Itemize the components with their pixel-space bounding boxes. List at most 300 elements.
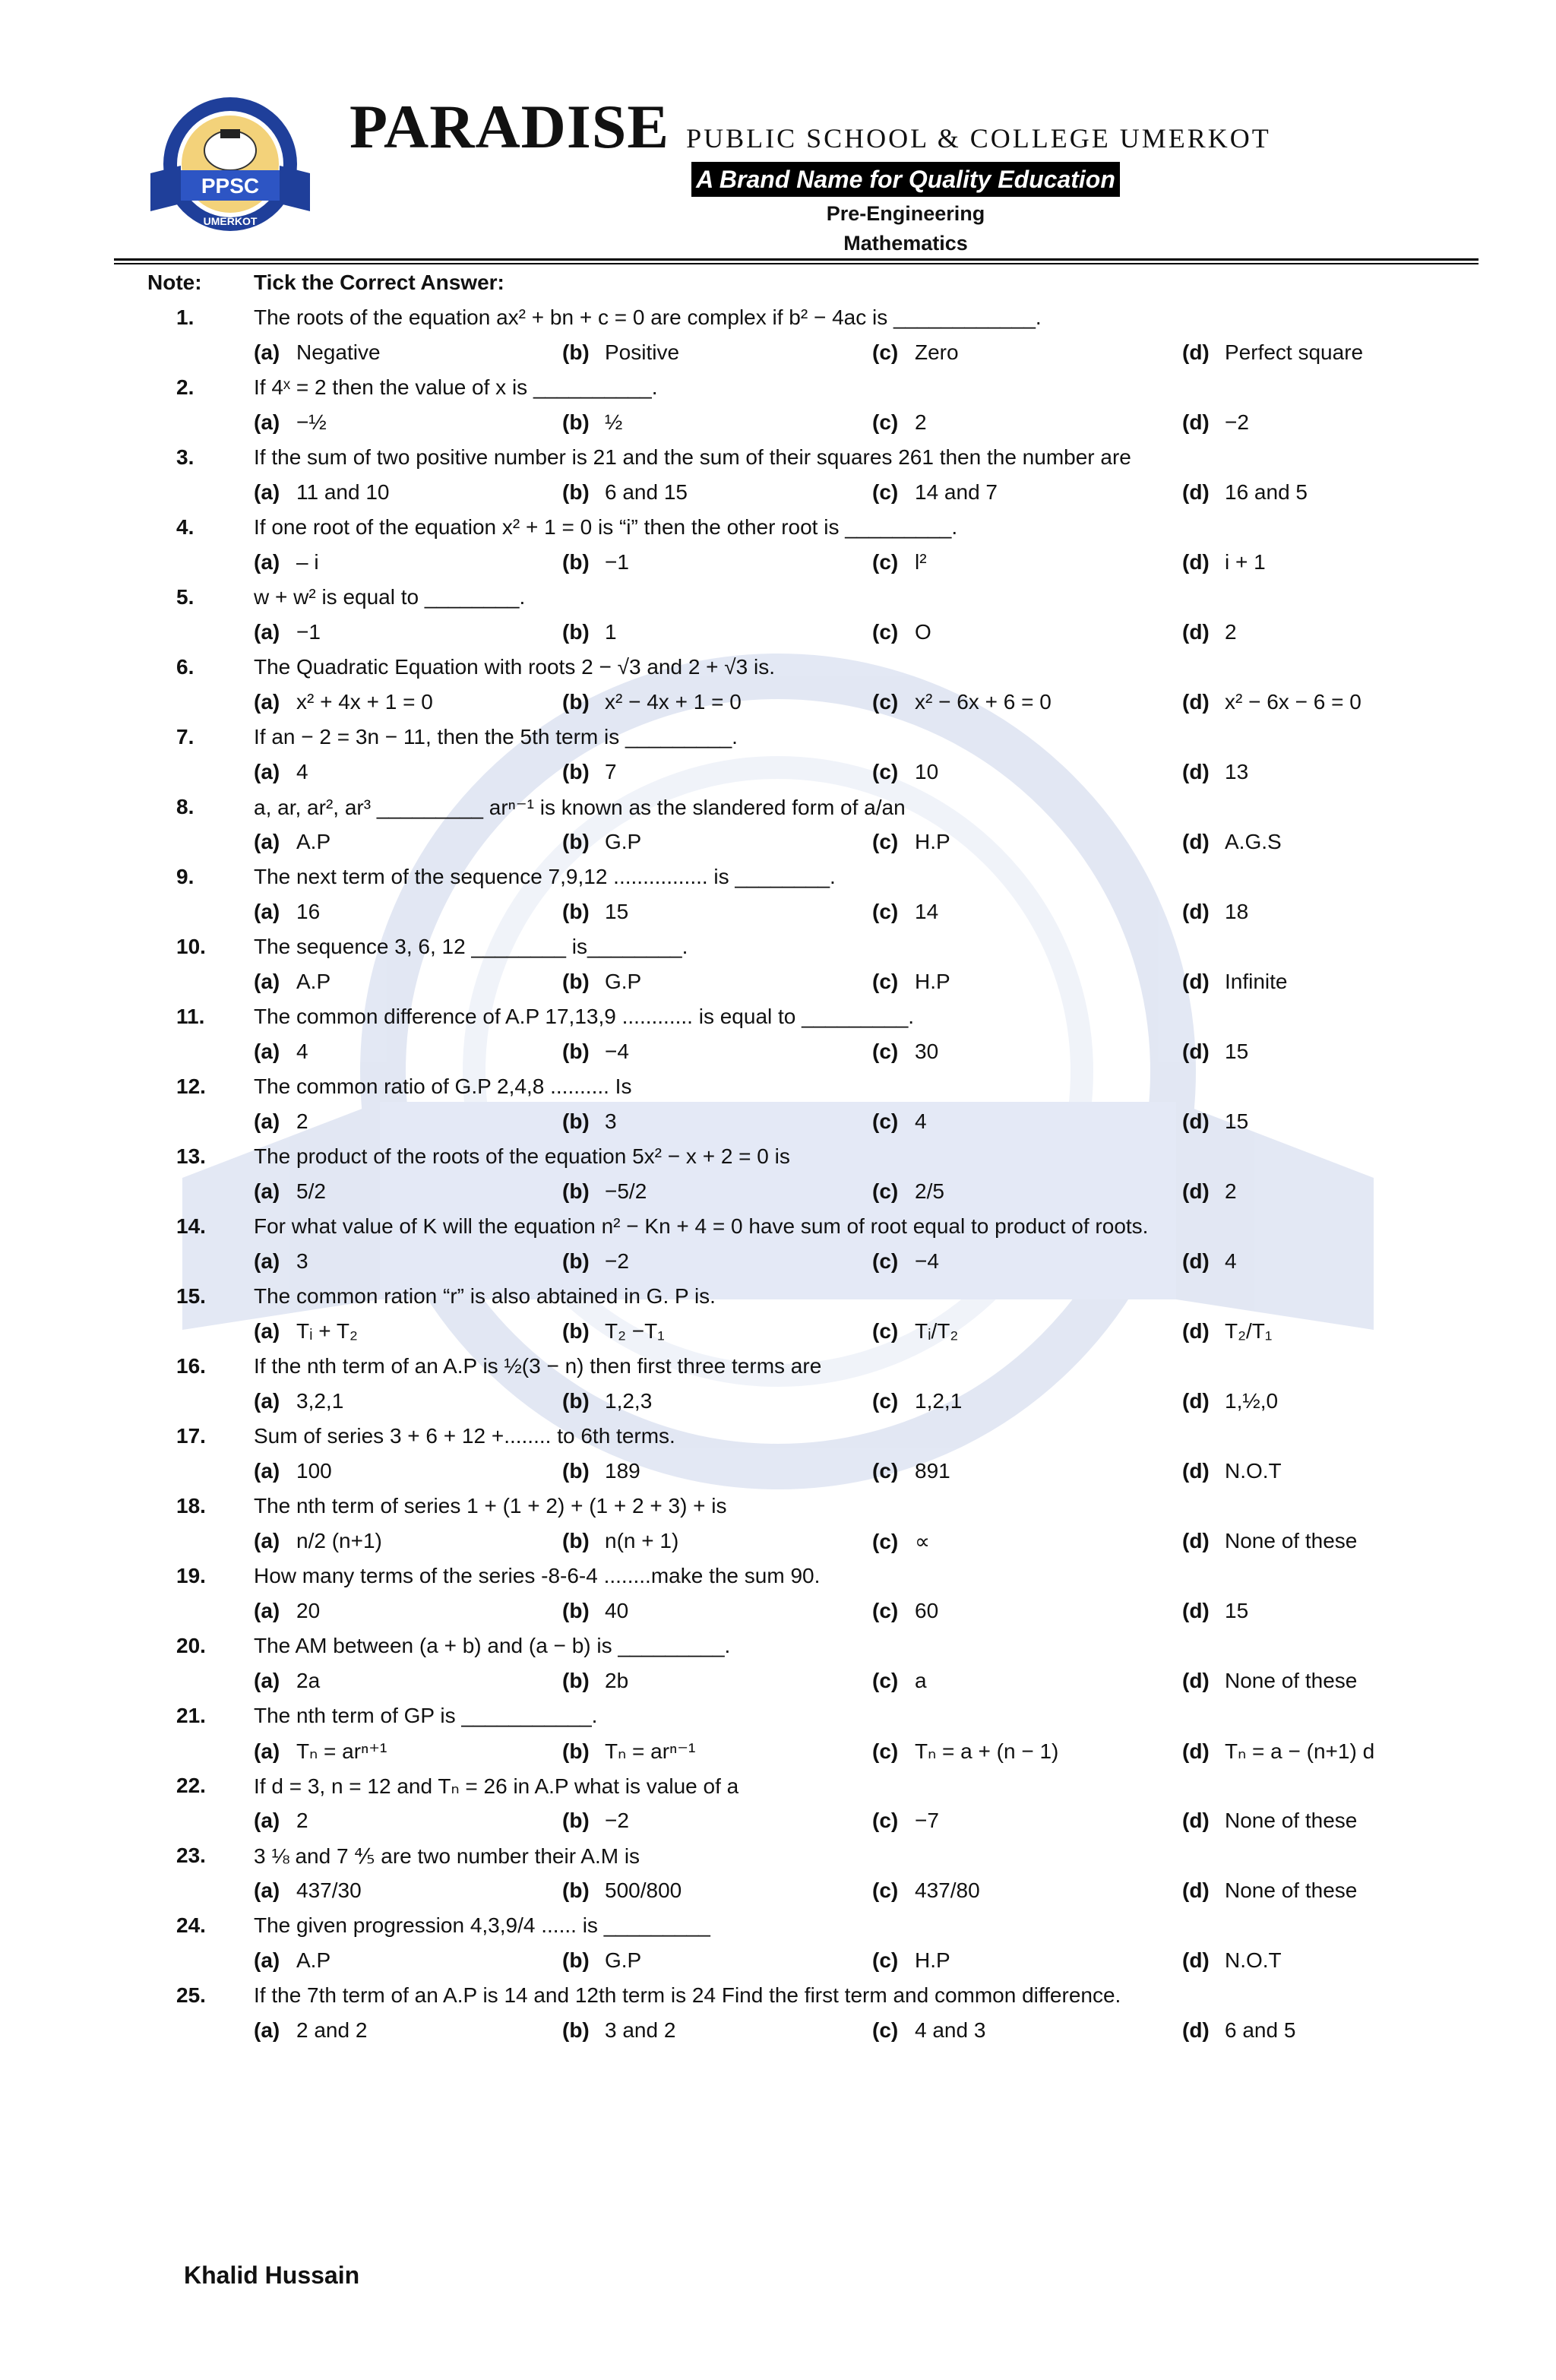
option-text: H.P	[915, 830, 950, 853]
question-number: 12.	[176, 1074, 206, 1098]
question-text: The roots of the equation ax² + bn + c = 0 are complex if b² − 4ac is ____________.	[254, 305, 1042, 329]
answer-option[interactable]	[562, 410, 622, 435]
answer-option[interactable]	[1182, 1040, 1248, 1064]
answer-option[interactable]	[562, 1878, 682, 1903]
note-label: Note:	[147, 271, 202, 294]
subject-label: Mathematics	[843, 232, 968, 255]
option-text: x² − 6x − 6 = 0	[1225, 690, 1362, 714]
question-number: 22.	[176, 1774, 206, 1797]
option-text: 4	[1225, 1249, 1237, 1273]
answer-options	[0, 336, 1556, 371]
option-text: 5/2	[296, 1179, 326, 1203]
question-item	[0, 1000, 1556, 1070]
option-letter: (a)	[254, 1249, 280, 1273]
answer-option[interactable]	[1182, 1109, 1248, 1134]
question-row	[0, 1559, 1556, 1594]
question-item	[0, 1559, 1556, 1629]
answer-option[interactable]	[254, 900, 320, 924]
answer-option[interactable]	[562, 1669, 628, 1693]
option-text: 3,2,1	[296, 1389, 344, 1413]
question-row	[0, 1000, 1556, 1035]
option-text: A.P	[296, 970, 331, 993]
option-text: 16 and 5	[1225, 480, 1308, 504]
answer-option[interactable]	[872, 2018, 985, 2043]
option-text: l²	[915, 550, 927, 574]
answer-option[interactable]	[562, 1109, 617, 1134]
question-list	[0, 301, 1556, 2049]
option-text: 60	[915, 1599, 939, 1622]
answer-option[interactable]	[254, 1179, 326, 1204]
answer-option[interactable]	[872, 1529, 930, 1554]
option-text: −2	[605, 1809, 629, 1832]
answer-option[interactable]	[1182, 2018, 1295, 2043]
answer-option[interactable]	[254, 1109, 308, 1134]
option-text: None of these	[1225, 1669, 1358, 1692]
answer-options	[0, 1385, 1556, 1419]
stream-label: Pre-Engineering	[826, 202, 985, 225]
option-letter: (a)	[254, 1669, 280, 1692]
question-row	[0, 650, 1556, 685]
question-row	[0, 1140, 1556, 1175]
option-text: H.P	[915, 1948, 950, 1972]
answer-options	[0, 2014, 1556, 2049]
answer-option[interactable]	[1182, 1739, 1374, 1764]
option-letter: (c)	[872, 1669, 899, 1692]
option-letter: (a)	[254, 1040, 280, 1063]
option-text: Zero	[915, 340, 959, 364]
answer-option[interactable]	[1182, 760, 1248, 784]
svg-text:UMERKOT: UMERKOT	[203, 215, 258, 227]
option-letter: (b)	[562, 1179, 590, 1203]
option-text: −½	[296, 410, 327, 434]
option-letter: (a)	[254, 1739, 280, 1763]
answer-option[interactable]	[254, 410, 327, 435]
school-title	[349, 91, 1271, 163]
option-text: N.O.T	[1225, 1459, 1282, 1483]
option-letter: (a)	[254, 1319, 280, 1343]
question-number: 2.	[176, 375, 194, 399]
option-letter: (a)	[254, 1809, 280, 1832]
option-text: i + 1	[1225, 550, 1266, 574]
answer-option[interactable]	[872, 1459, 950, 1483]
question-text: The nth term of GP is ___________.	[254, 1704, 598, 1727]
answer-options	[0, 406, 1556, 441]
answer-option[interactable]	[254, 1878, 362, 1903]
answer-option[interactable]	[254, 1389, 343, 1413]
answer-options	[0, 1454, 1556, 1489]
option-text: n/2 (n+1)	[296, 1529, 382, 1552]
answer-option[interactable]	[872, 480, 998, 505]
question-row	[0, 1419, 1556, 1454]
option-letter: (c)	[872, 1389, 899, 1413]
answer-option[interactable]	[872, 1878, 980, 1903]
answer-option[interactable]	[872, 1179, 944, 1204]
option-text: 6 and 5	[1225, 2018, 1296, 2042]
option-letter: (b)	[562, 1389, 590, 1413]
answer-option[interactable]	[562, 1599, 628, 1623]
answer-option[interactable]	[872, 760, 938, 784]
option-letter: (a)	[254, 1948, 280, 1972]
answer-option[interactable]	[562, 760, 617, 784]
question-text: The sequence 3, 6, 12 ________ is________.	[254, 935, 688, 958]
note-instruction: Tick the Correct Answer:	[254, 271, 504, 294]
answer-option[interactable]	[254, 1459, 332, 1483]
option-text: 437/80	[915, 1878, 980, 1902]
option-letter: (b)	[562, 1948, 590, 1972]
option-letter: (b)	[562, 410, 590, 434]
option-letter: (a)	[254, 1599, 280, 1622]
option-text: 437/30	[296, 1878, 362, 1902]
question-number: 3.	[176, 445, 194, 469]
question-text: Sum of series 3 + 6 + 12 +........ to 6th terms.	[254, 1424, 675, 1448]
question-row	[0, 720, 1556, 755]
answer-option[interactable]	[872, 1109, 927, 1134]
option-letter: (d)	[1182, 1669, 1210, 1692]
answer-option[interactable]	[872, 1040, 938, 1064]
option-text: −4	[915, 1249, 939, 1273]
question-row	[0, 860, 1556, 895]
answer-option[interactable]	[562, 1040, 629, 1064]
answer-option[interactable]	[872, 1669, 927, 1693]
option-letter: (c)	[872, 1459, 899, 1483]
option-text: G.P	[605, 970, 642, 993]
question-text: If an − 2 = 3n − 11, then the 5th term is _________.	[254, 725, 738, 748]
option-letter: (a)	[254, 1179, 280, 1203]
question-text: How many terms of the series -8-6-4 ........make the sum 90.	[254, 1564, 821, 1587]
question-number: 24.	[176, 1913, 206, 1937]
answer-option[interactable]	[872, 1249, 939, 1274]
option-letter: (c)	[872, 1809, 899, 1832]
option-text: 2/5	[915, 1179, 944, 1203]
option-letter: (c)	[872, 1599, 899, 1622]
option-letter: (b)	[562, 1669, 590, 1692]
option-letter: (d)	[1182, 830, 1210, 853]
answer-option[interactable]	[254, 1669, 320, 1693]
option-letter: (a)	[254, 1389, 280, 1413]
answer-option[interactable]	[254, 480, 390, 505]
svg-text:PPSC: PPSC	[201, 174, 260, 198]
option-text: Tᵢ/T₂	[915, 1319, 959, 1343]
option-letter: (b)	[562, 830, 590, 853]
option-letter: (b)	[562, 690, 590, 714]
option-text: Infinite	[1225, 970, 1288, 993]
option-text: 10	[915, 760, 939, 783]
question-row	[0, 930, 1556, 965]
question-row	[0, 1699, 1556, 1734]
answer-options	[0, 1944, 1556, 1979]
answer-option[interactable]	[562, 620, 617, 644]
answer-option[interactable]	[254, 620, 321, 644]
option-letter: (a)	[254, 2018, 280, 2042]
question-number: 14.	[176, 1214, 206, 1238]
answer-option[interactable]	[562, 1249, 629, 1274]
question-row	[0, 1280, 1556, 1315]
answer-option[interactable]	[562, 1739, 695, 1764]
answer-option[interactable]	[872, 550, 927, 574]
question-text: The common ration “r” is also abtained in G. P is.	[254, 1284, 716, 1308]
question-text: w + w² is equal to ________.	[254, 585, 526, 609]
option-text: 2a	[296, 1669, 321, 1692]
answer-option[interactable]	[1182, 410, 1249, 435]
answer-option[interactable]	[562, 690, 742, 714]
question-number: 5.	[176, 585, 194, 609]
option-text: −2	[605, 1249, 629, 1273]
answer-option[interactable]	[562, 830, 641, 854]
answer-option[interactable]	[1182, 1529, 1357, 1553]
question-row	[0, 371, 1556, 406]
answer-option[interactable]	[872, 1739, 1058, 1764]
option-letter: (d)	[1182, 1179, 1210, 1203]
answer-option[interactable]	[254, 1319, 358, 1343]
option-text: Perfect square	[1225, 340, 1364, 364]
answer-option[interactable]	[562, 1948, 641, 1973]
question-number: 10.	[176, 935, 206, 958]
question-text: If 4ˣ = 2 then the value of x is __________.	[254, 375, 658, 399]
option-letter: (c)	[872, 970, 899, 993]
option-text: 4	[296, 1040, 308, 1063]
answer-option[interactable]	[254, 550, 319, 574]
answer-option[interactable]	[1182, 340, 1363, 365]
question-item	[0, 441, 1556, 511]
option-letter: (d)	[1182, 900, 1210, 923]
answer-option[interactable]	[254, 1249, 308, 1274]
option-letter: (d)	[1182, 1319, 1210, 1343]
question-number: 19.	[176, 1564, 206, 1587]
option-text: ½	[605, 410, 623, 434]
option-letter: (a)	[254, 900, 280, 923]
question-item	[0, 511, 1556, 581]
option-letter: (c)	[872, 1179, 899, 1203]
answer-options	[0, 1035, 1556, 1070]
option-letter: (a)	[254, 1109, 280, 1133]
answer-option[interactable]	[872, 1809, 939, 1833]
option-text: x² + 4x + 1 = 0	[296, 690, 433, 714]
question-number: 4.	[176, 515, 194, 539]
answer-option[interactable]	[1182, 900, 1248, 924]
question-row	[0, 1489, 1556, 1524]
answer-option[interactable]	[872, 340, 959, 365]
option-letter: (a)	[254, 1878, 280, 1902]
answer-option[interactable]	[1182, 620, 1237, 644]
answer-option[interactable]	[254, 830, 330, 854]
option-letter: (b)	[562, 970, 590, 993]
question-item	[0, 1280, 1556, 1350]
answer-options	[0, 1804, 1556, 1839]
answer-option[interactable]	[1182, 1599, 1248, 1623]
option-letter: (a)	[254, 830, 280, 853]
answer-option[interactable]	[562, 1179, 647, 1204]
answer-option[interactable]	[254, 1739, 387, 1764]
answer-option[interactable]	[254, 340, 381, 365]
answer-option[interactable]	[254, 970, 330, 994]
answer-option[interactable]	[562, 1389, 652, 1413]
answer-option[interactable]	[254, 760, 308, 784]
answer-options	[0, 1245, 1556, 1280]
option-letter: (d)	[1182, 970, 1210, 993]
question-number: 20.	[176, 1634, 206, 1657]
question-item	[0, 1629, 1556, 1699]
answer-option[interactable]	[1182, 1669, 1357, 1693]
answer-options	[0, 825, 1556, 860]
school-name: PARADISE	[349, 92, 670, 161]
option-letter: (a)	[254, 690, 280, 714]
question-item	[0, 720, 1556, 790]
option-text: 15	[1225, 1040, 1249, 1063]
answer-option[interactable]	[562, 480, 688, 505]
answer-option[interactable]	[562, 2018, 675, 2043]
answer-option[interactable]	[1182, 1809, 1357, 1833]
answer-option[interactable]	[254, 2018, 367, 2043]
option-letter: (b)	[562, 480, 590, 504]
question-text: The AM between (a + b) and (a − b) is _________.	[254, 1634, 731, 1657]
option-text: −1	[296, 620, 321, 644]
answer-options	[0, 895, 1556, 930]
answer-option[interactable]	[1182, 480, 1308, 505]
question-row	[0, 1210, 1556, 1245]
answer-option[interactable]	[562, 1459, 640, 1483]
answer-option[interactable]	[254, 1599, 320, 1623]
question-item	[0, 930, 1556, 1000]
answer-option[interactable]	[1182, 1249, 1237, 1274]
option-text: 15	[1225, 1109, 1249, 1133]
question-number: 9.	[176, 865, 194, 888]
option-text: G.P	[605, 830, 642, 853]
answer-option[interactable]	[872, 1319, 958, 1343]
option-letter: (b)	[562, 1249, 590, 1273]
answer-option[interactable]	[1182, 830, 1282, 854]
option-text: n(n + 1)	[605, 1529, 679, 1552]
answer-options	[0, 1315, 1556, 1350]
answer-option[interactable]	[562, 550, 629, 574]
answer-options	[0, 755, 1556, 790]
question-number: 25.	[176, 1983, 206, 2007]
answer-option[interactable]	[872, 1389, 962, 1413]
option-letter: (b)	[562, 340, 590, 364]
answer-option[interactable]	[1182, 1389, 1278, 1413]
option-letter: (d)	[1182, 620, 1210, 644]
answer-option[interactable]	[254, 690, 433, 714]
option-text: x² − 6x + 6 = 0	[915, 690, 1052, 714]
question-text: The common difference of A.P 17,13,9 ............ is equal to _________.	[254, 1005, 915, 1028]
answer-option[interactable]	[872, 1599, 938, 1623]
question-number: 23.	[176, 1844, 206, 1867]
option-text: 30	[915, 1040, 939, 1063]
option-text: −5/2	[605, 1179, 647, 1203]
option-text: −4	[605, 1040, 629, 1063]
option-letter: (d)	[1182, 760, 1210, 783]
option-text: A.G.S	[1225, 830, 1282, 853]
answer-option[interactable]	[872, 900, 938, 924]
answer-option[interactable]	[562, 1809, 629, 1833]
option-text: −7	[915, 1809, 939, 1832]
answer-option[interactable]	[254, 1040, 308, 1064]
tagline: A Brand Name for Quality Education	[691, 162, 1120, 197]
option-text: 3	[296, 1249, 308, 1273]
answer-option[interactable]	[872, 1948, 950, 1973]
answer-options	[0, 616, 1556, 650]
answer-option[interactable]	[872, 410, 927, 435]
option-letter: (a)	[254, 760, 280, 783]
question-text: a, ar, ar², ar³ _________ arⁿ⁻¹ is known as the slandered form of a/an	[254, 796, 906, 819]
question-number: 17.	[176, 1424, 206, 1448]
option-text: 4 and 3	[915, 2018, 986, 2042]
option-text: a	[915, 1669, 927, 1692]
question-number: 18.	[176, 1494, 206, 1518]
answer-option[interactable]	[872, 830, 950, 854]
answer-option[interactable]	[872, 970, 950, 994]
option-letter: (d)	[1182, 480, 1210, 504]
option-text: G.P	[605, 1948, 642, 1972]
option-letter: (b)	[562, 2018, 590, 2042]
option-letter: (b)	[562, 550, 590, 574]
answer-option[interactable]	[872, 690, 1052, 714]
question-text: If the nth term of an A.P is ½(3 − n) then first three terms are	[254, 1354, 822, 1378]
option-letter: (b)	[562, 1109, 590, 1133]
option-letter: (a)	[254, 550, 280, 574]
answer-option[interactable]	[562, 1529, 678, 1553]
answer-option[interactable]	[1182, 970, 1288, 994]
question-item	[0, 371, 1556, 441]
answer-option[interactable]	[562, 900, 628, 924]
answer-option[interactable]	[562, 1319, 665, 1343]
option-letter: (d)	[1182, 1948, 1210, 1972]
answer-option[interactable]	[1182, 1459, 1282, 1483]
answer-option[interactable]	[1182, 550, 1266, 574]
option-text: −2	[1225, 410, 1249, 434]
option-text: H.P	[915, 970, 950, 993]
option-text: 14 and 7	[915, 480, 998, 504]
answer-options	[0, 1734, 1556, 1769]
question-number: 8.	[176, 795, 194, 818]
question-text: The given progression 4,3,9/4 ...... is _________	[254, 1913, 710, 1937]
option-letter: (c)	[872, 830, 899, 853]
option-text: 15	[605, 900, 629, 923]
option-letter: (b)	[562, 1529, 590, 1552]
option-letter: (d)	[1182, 1389, 1210, 1413]
answer-option[interactable]	[1182, 690, 1362, 714]
answer-option[interactable]	[562, 970, 641, 994]
option-text: 40	[605, 1599, 629, 1622]
answer-options	[0, 1105, 1556, 1140]
answer-option[interactable]	[254, 1529, 382, 1553]
option-letter: (d)	[1182, 1040, 1210, 1063]
question-row	[0, 1909, 1556, 1944]
answer-option[interactable]	[1182, 1319, 1272, 1343]
question-row	[0, 581, 1556, 616]
option-text: 6 and 15	[605, 480, 688, 504]
answer-option[interactable]	[1182, 1948, 1282, 1973]
option-letter: (a)	[254, 1529, 280, 1552]
option-letter: (d)	[1182, 410, 1210, 434]
question-row	[0, 1070, 1556, 1105]
option-letter: (b)	[562, 1459, 590, 1483]
question-item	[0, 1769, 1556, 1839]
question-item	[0, 790, 1556, 860]
answer-option[interactable]	[254, 1809, 308, 1833]
option-letter: (d)	[1182, 1249, 1210, 1273]
question-row	[0, 1769, 1556, 1804]
answer-option[interactable]	[1182, 1878, 1357, 1903]
answer-option[interactable]	[254, 1948, 330, 1973]
option-letter: (b)	[562, 1040, 590, 1063]
option-letter: (b)	[562, 900, 590, 923]
option-text: A.P	[296, 830, 331, 853]
option-letter: (b)	[562, 760, 590, 783]
answer-option[interactable]	[562, 340, 679, 365]
question-number: 15.	[176, 1284, 206, 1308]
answer-option[interactable]	[872, 620, 931, 644]
answer-option[interactable]	[1182, 1179, 1237, 1204]
